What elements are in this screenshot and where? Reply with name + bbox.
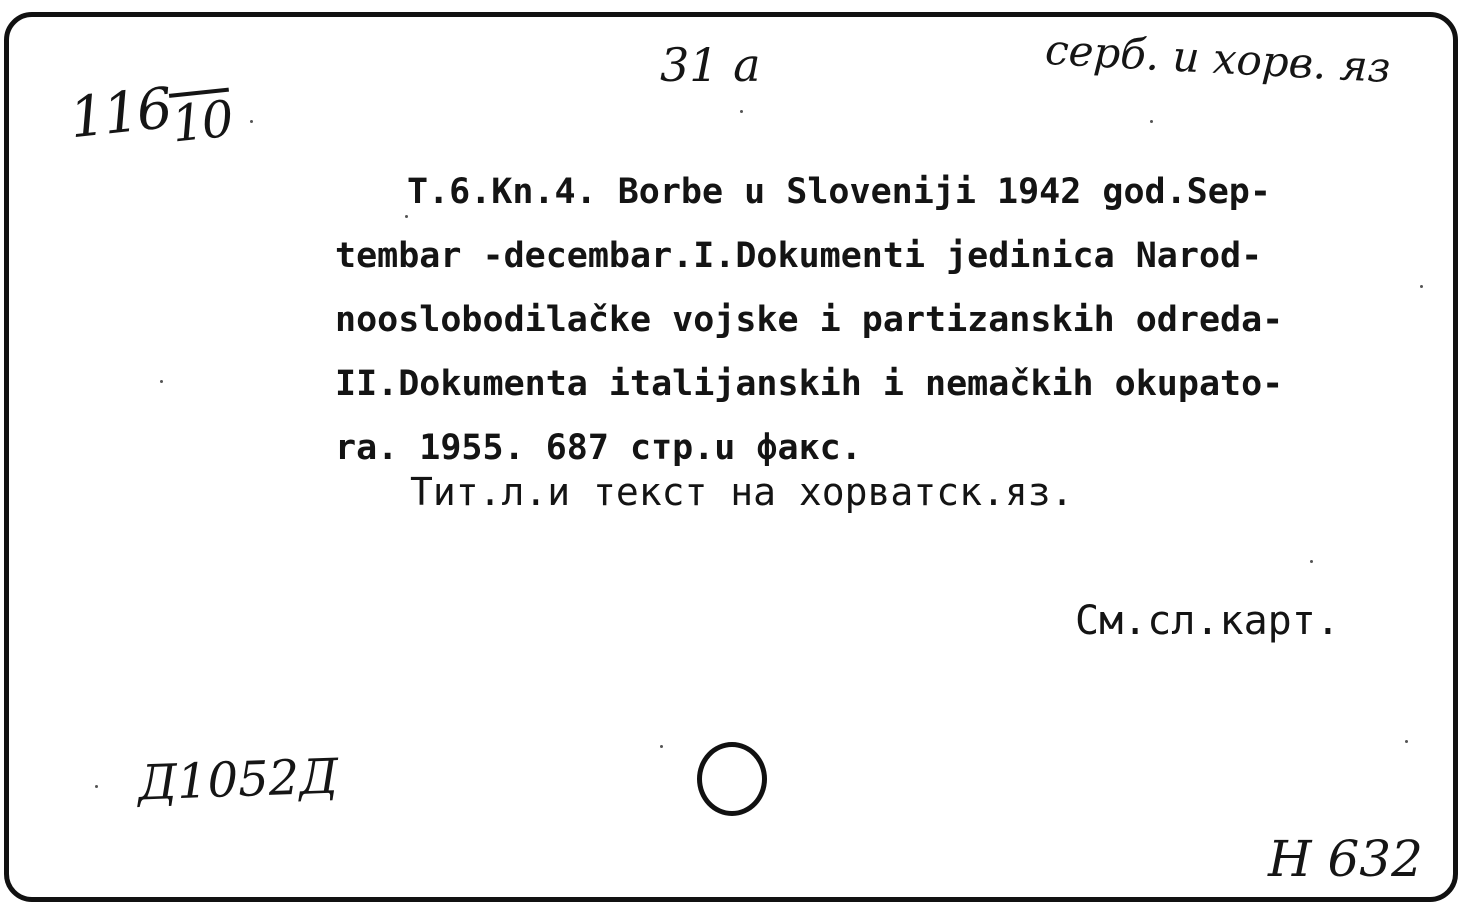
- inventory-code: Д1052Д: [137, 748, 340, 812]
- description-line: nooslobodilačke vojske i partizanskih odreda-: [335, 300, 1284, 340]
- see-next-card: См.сл.карт.: [1075, 598, 1340, 644]
- description-line: tembar -decembar.I.Dokumenti jedinica Narod-: [335, 236, 1263, 276]
- language-note: серб. и хорв. яз: [1043, 24, 1392, 93]
- shelf-mark-number: 116: [66, 76, 174, 152]
- catalog-code: Н 632: [1268, 830, 1423, 888]
- description-line: ra. 1955. 687 стр.u факс.: [335, 428, 862, 468]
- shelf-mark: [67, 70, 234, 160]
- description-line: II.Dokumenta italijanskih i nemačkih okupato-: [335, 364, 1284, 404]
- card-number: 31 a: [660, 38, 761, 92]
- bibliographic-description: [335, 160, 1445, 480]
- title-page-note: Тит.л.и текст на хорватск.яз.: [410, 470, 1074, 514]
- shelf-mark-fraction: 10: [169, 89, 235, 154]
- punch-hole: [697, 742, 767, 816]
- description-line: T.6.Kn.4. Borbe u Sloveniji 1942 god.Sep-: [407, 172, 1271, 212]
